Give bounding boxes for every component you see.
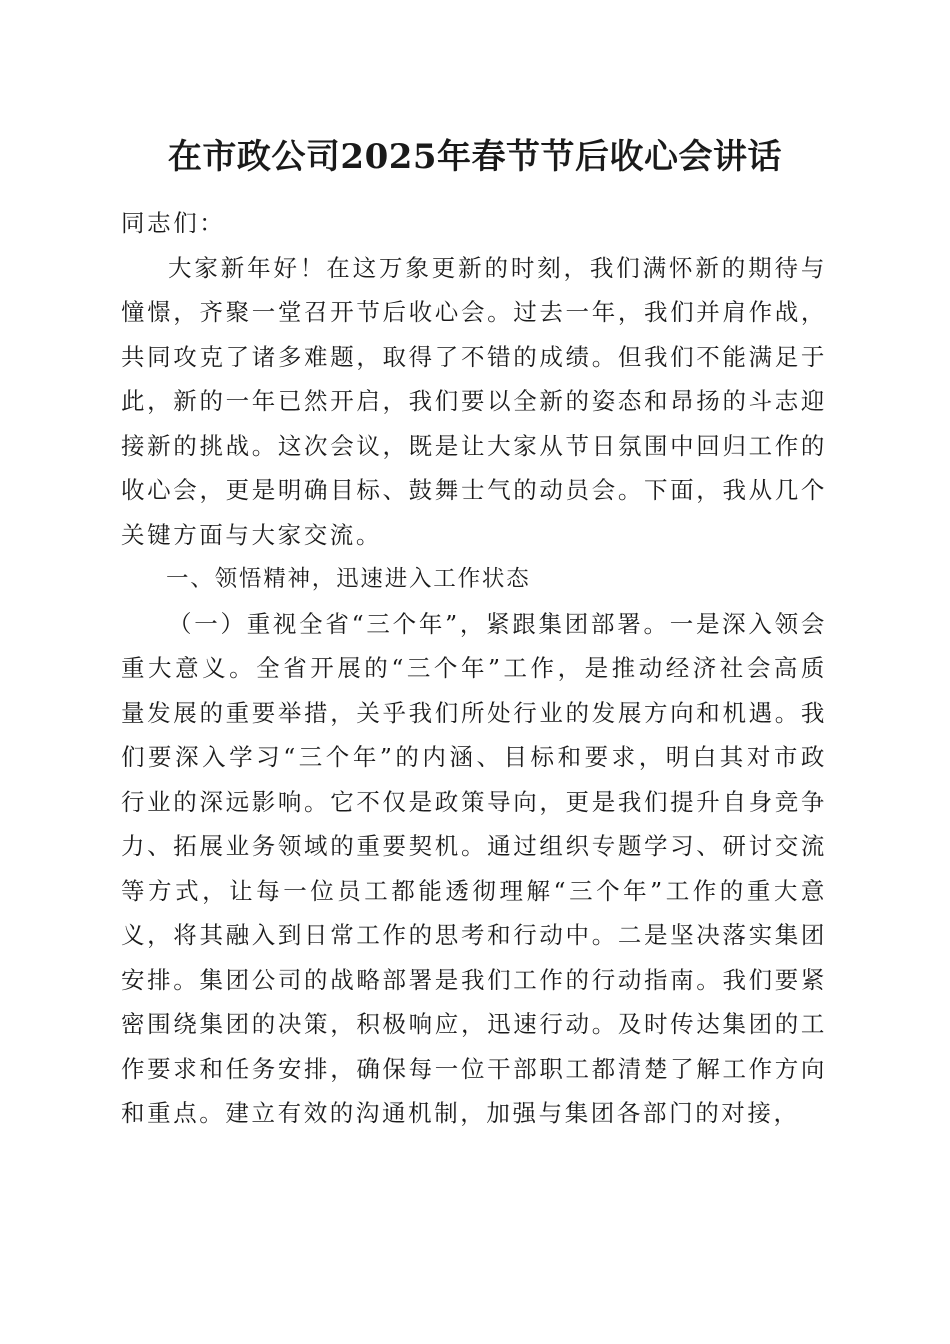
document-title: 在市政公司2025年春节节后收心会讲话 xyxy=(167,137,783,177)
paragraph-opening: 大家新年好！在这万象更新的时刻，我们满怀新的期待与憧憬，齐聚一堂召开节后收心会。过去一年，我们并肩作战，共同攻克了诸多难题，取得了不错的成绩。但我们不能满足于此，新的一年已然开启，我们要以全新的姿态和昂扬的斗志迎接新的挑战。这次会议，既是让大家从节日氛围中回归工作的收心会，更是明确目标、鼓舞士气的动员会。下面，我从几个关键方面与大家交流。 xyxy=(121,253,827,549)
document-body xyxy=(121,201,827,1136)
paragraph-section-one: （一）重视全省“三个年”，紧跟集团部署。一是深入领会重大意义。全省开展的“三个年”工作，是推动经济社会高质量发展的重要举措，关乎我们所处行业的发展方向和机遇。我们要深入学习“三个年”的内涵、目标和要求，明白其对市政行业的深远影响。它不仅是政策导向，更是我们提升自身竞争力、拓展业务领域的重要契机。通过组织专题学习、研讨交流等方式，让每一位员工都能透彻理解“三个年”工作的重大意义，将其融入到日常工作的思考和行动中。二是坚决落实集团安排。集团公司的战略部署是我们工作的行动指南。我们要紧密围绕集团的决策，积极响应，迅速行动。及时传达集团的工作要求和任务安排，确保每一位干部职工都清楚了解工作方向和重点。建立有效的沟通机制，加强与集团各部门的对接， xyxy=(121,609,827,1127)
salutation: 同志们： xyxy=(121,209,226,237)
section-heading: 一、领悟精神，迅速进入工作状态 xyxy=(166,566,531,592)
